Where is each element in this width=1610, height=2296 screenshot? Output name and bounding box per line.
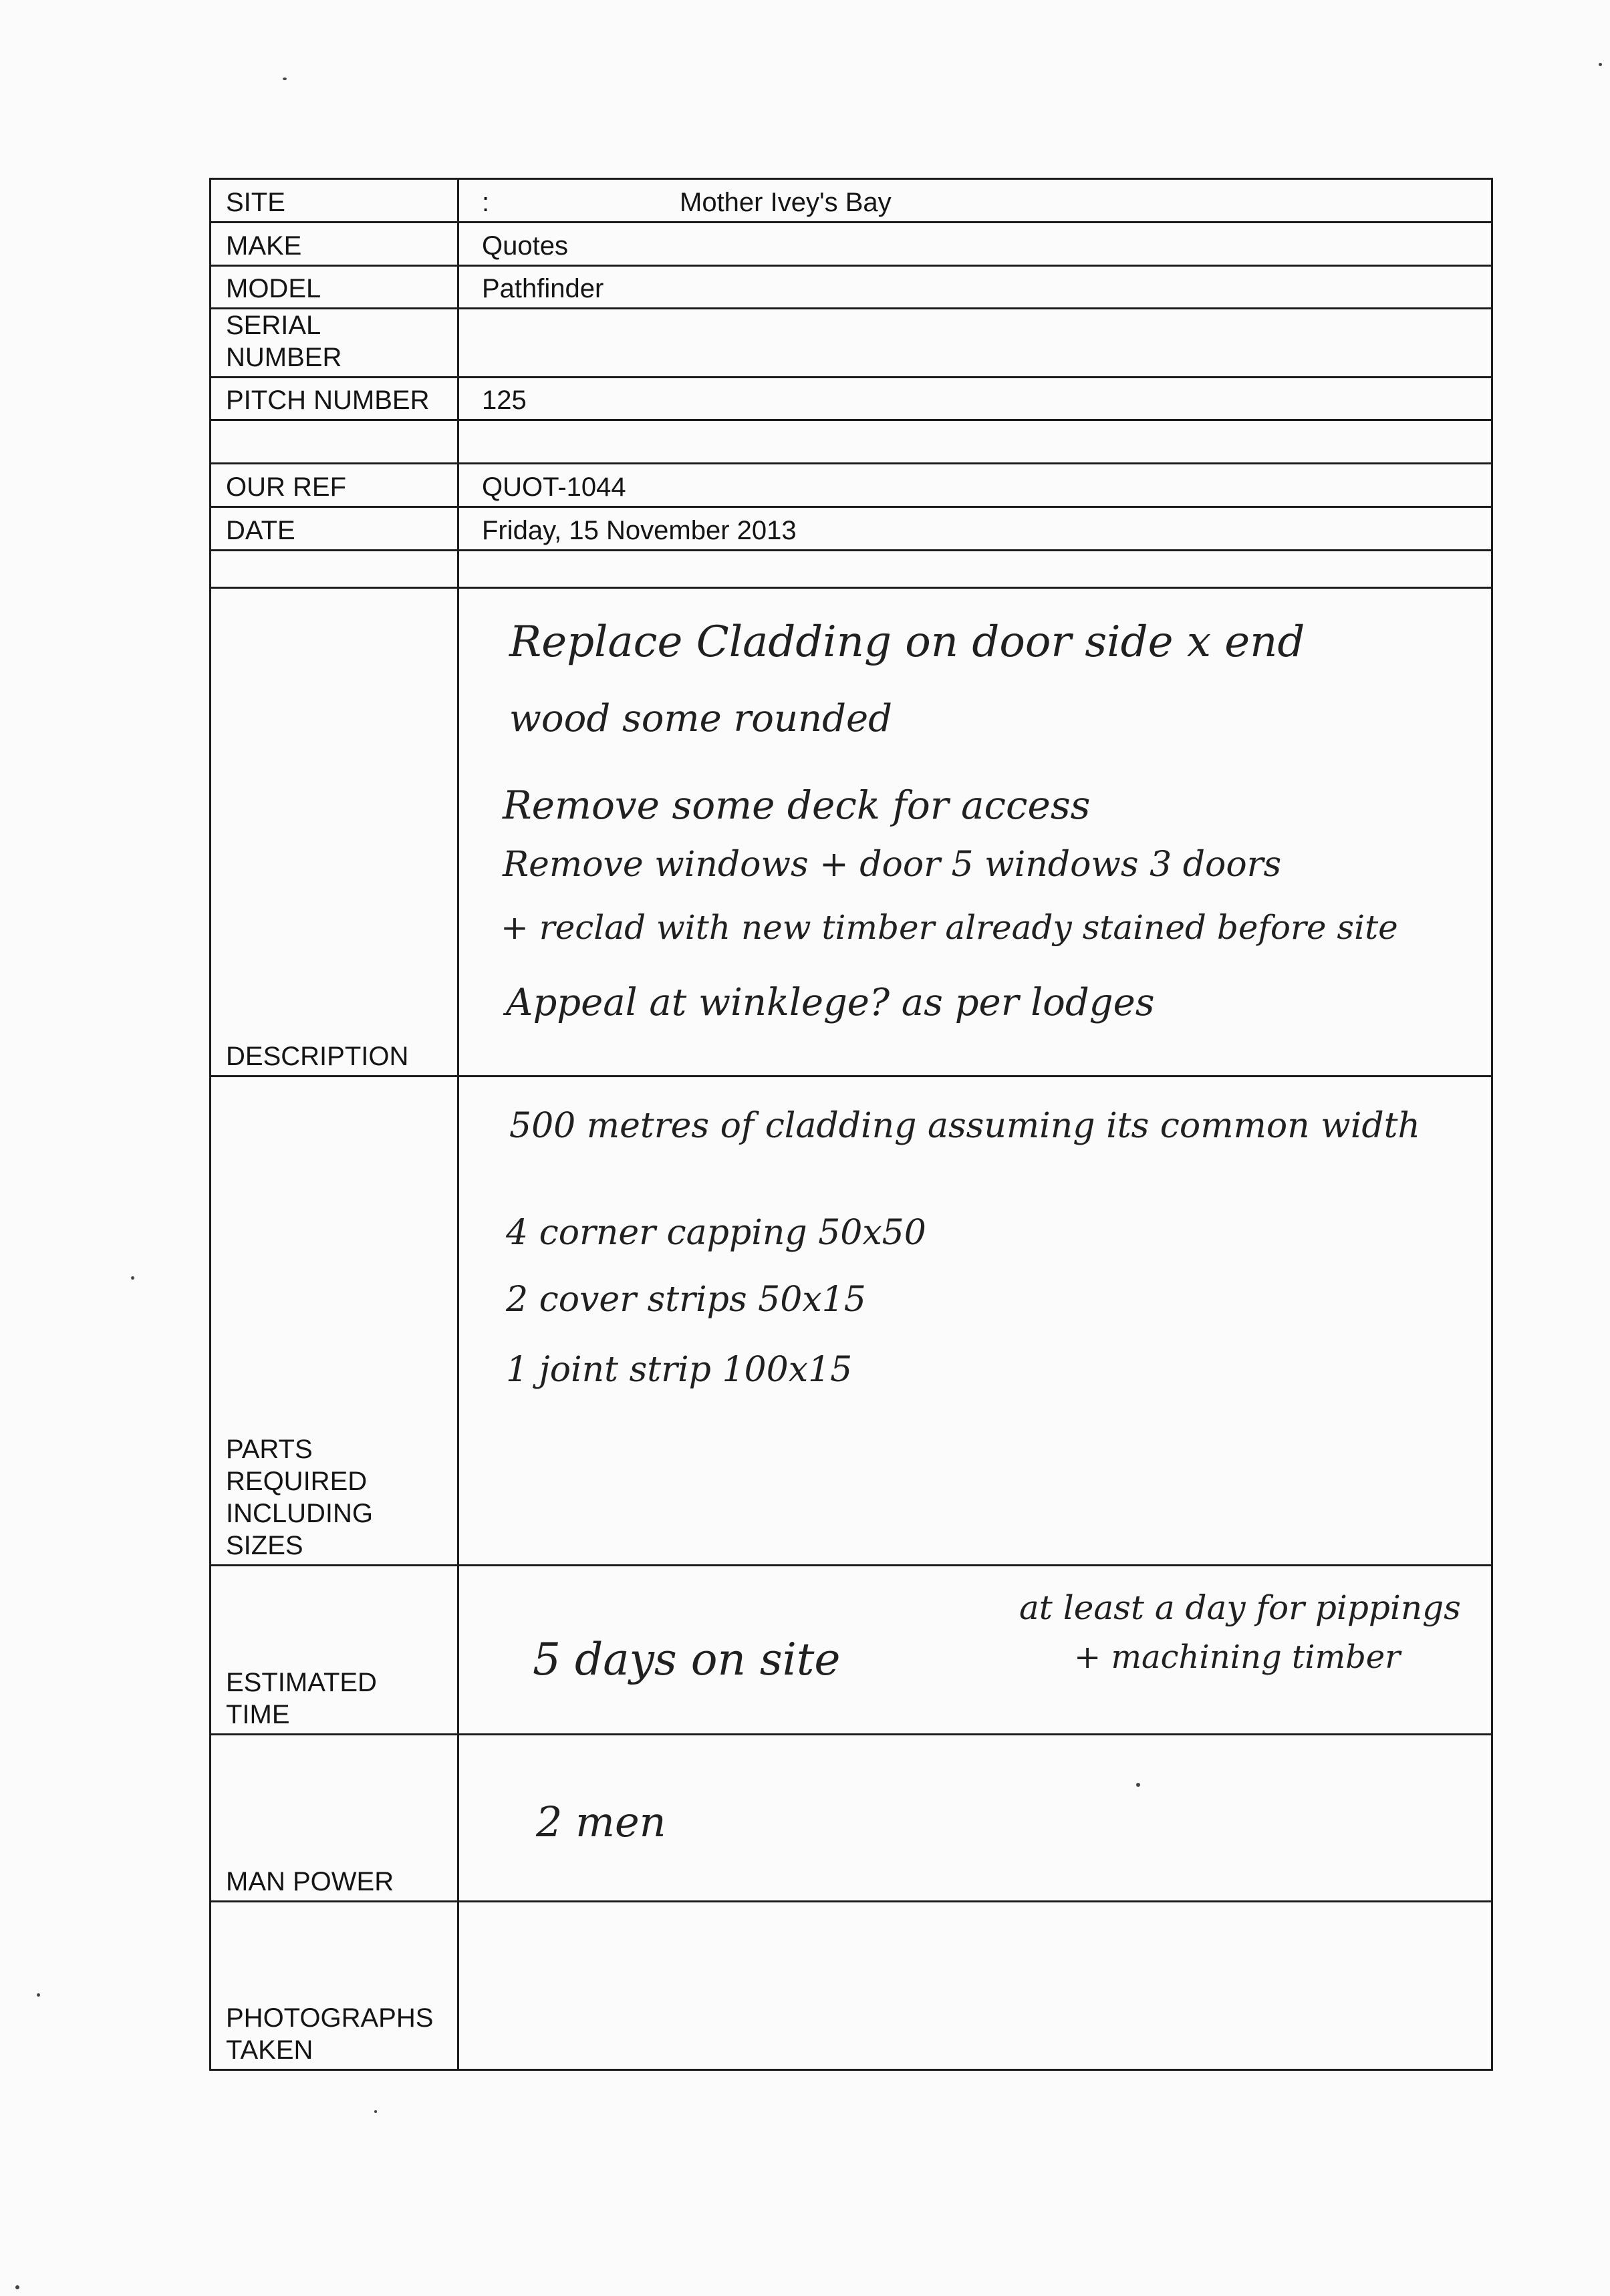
model-label: MODEL bbox=[211, 266, 458, 309]
pitch-value: 125 bbox=[458, 378, 1492, 420]
photos-label: PHOTOGRAPHS TAKEN bbox=[211, 1902, 458, 2070]
time-main: 5 days on site bbox=[533, 1634, 841, 1685]
time-handwriting bbox=[458, 1566, 1492, 1735]
site-row bbox=[211, 179, 1492, 223]
time-note: at least a day for pippings bbox=[1019, 1588, 1461, 1627]
description-line: + reclad with new timber already stained before site bbox=[501, 908, 1398, 947]
site-label: SITE bbox=[211, 179, 458, 223]
ref-label: OUR REF bbox=[211, 464, 458, 507]
description-line: Replace Cladding on door side x end bbox=[509, 617, 1305, 667]
description-line: Remove windows + door 5 windows 3 doors bbox=[503, 845, 1282, 885]
pitch-label: PITCH NUMBER bbox=[211, 378, 458, 420]
date-label: DATE bbox=[211, 507, 458, 551]
date-value: Friday, 15 November 2013 bbox=[458, 507, 1492, 551]
make-row bbox=[211, 223, 1492, 266]
scan-speck bbox=[131, 1276, 134, 1280]
scan-speck bbox=[283, 78, 287, 80]
description-line: Appeal at winklege? as per lodges bbox=[506, 981, 1155, 1024]
time-note: + machining timber bbox=[1074, 1638, 1401, 1676]
scan-speck bbox=[37, 1993, 40, 1997]
serial-value bbox=[458, 309, 1492, 378]
ref-row bbox=[211, 464, 1492, 507]
ref-value: QUOT-1044 bbox=[458, 464, 1492, 507]
description-line: wood some rounded bbox=[509, 697, 892, 740]
photos-value bbox=[458, 1902, 1492, 2070]
scan-speck bbox=[1599, 63, 1602, 66]
parts-row bbox=[211, 1077, 1492, 1566]
make-label: MAKE bbox=[211, 223, 458, 266]
scan-speck bbox=[15, 2285, 19, 2289]
manpower-handwriting bbox=[458, 1735, 1492, 1902]
time-label: ESTIMATED TIME bbox=[211, 1566, 458, 1735]
manpower-row bbox=[211, 1735, 1492, 1902]
time-row bbox=[211, 1566, 1492, 1735]
model-value: Pathfinder bbox=[458, 266, 1492, 309]
parts-line: 4 corner capping 50x50 bbox=[506, 1213, 926, 1253]
model-row bbox=[211, 266, 1492, 309]
description-line: Remove some deck for access bbox=[503, 782, 1091, 828]
description-label: DESCRIPTION bbox=[211, 588, 458, 1077]
description-handwriting bbox=[458, 588, 1492, 1077]
parts-line: 2 cover strips 50x15 bbox=[506, 1280, 866, 1320]
parts-handwriting bbox=[458, 1077, 1492, 1566]
site-value: Mother Ivey's Bay bbox=[680, 188, 892, 217]
parts-line: 1 joint strip 100x15 bbox=[506, 1350, 853, 1390]
job-sheet-form bbox=[209, 178, 1493, 2071]
manpower-label: MAN POWER bbox=[211, 1735, 458, 1902]
blank-row-2 bbox=[211, 551, 1492, 588]
site-colon: : bbox=[482, 188, 490, 217]
parts-label: PARTS REQUIRED INCLUDING SIZES bbox=[211, 1077, 458, 1566]
make-value: Quotes bbox=[458, 223, 1492, 266]
parts-line: 500 metres of cladding assuming its common width bbox=[509, 1106, 1420, 1146]
serial-label: SERIAL NUMBER bbox=[211, 309, 458, 378]
photos-row bbox=[211, 1902, 1492, 2070]
blank-row-1 bbox=[211, 420, 1492, 464]
scan-speck bbox=[374, 2110, 377, 2113]
serial-row bbox=[211, 309, 1492, 378]
description-row bbox=[211, 588, 1492, 1077]
site-value-cell bbox=[458, 179, 1492, 223]
pitch-row bbox=[211, 378, 1492, 420]
manpower-value: 2 men bbox=[536, 1798, 666, 1846]
date-row bbox=[211, 507, 1492, 551]
scan-speck bbox=[1136, 1783, 1140, 1787]
